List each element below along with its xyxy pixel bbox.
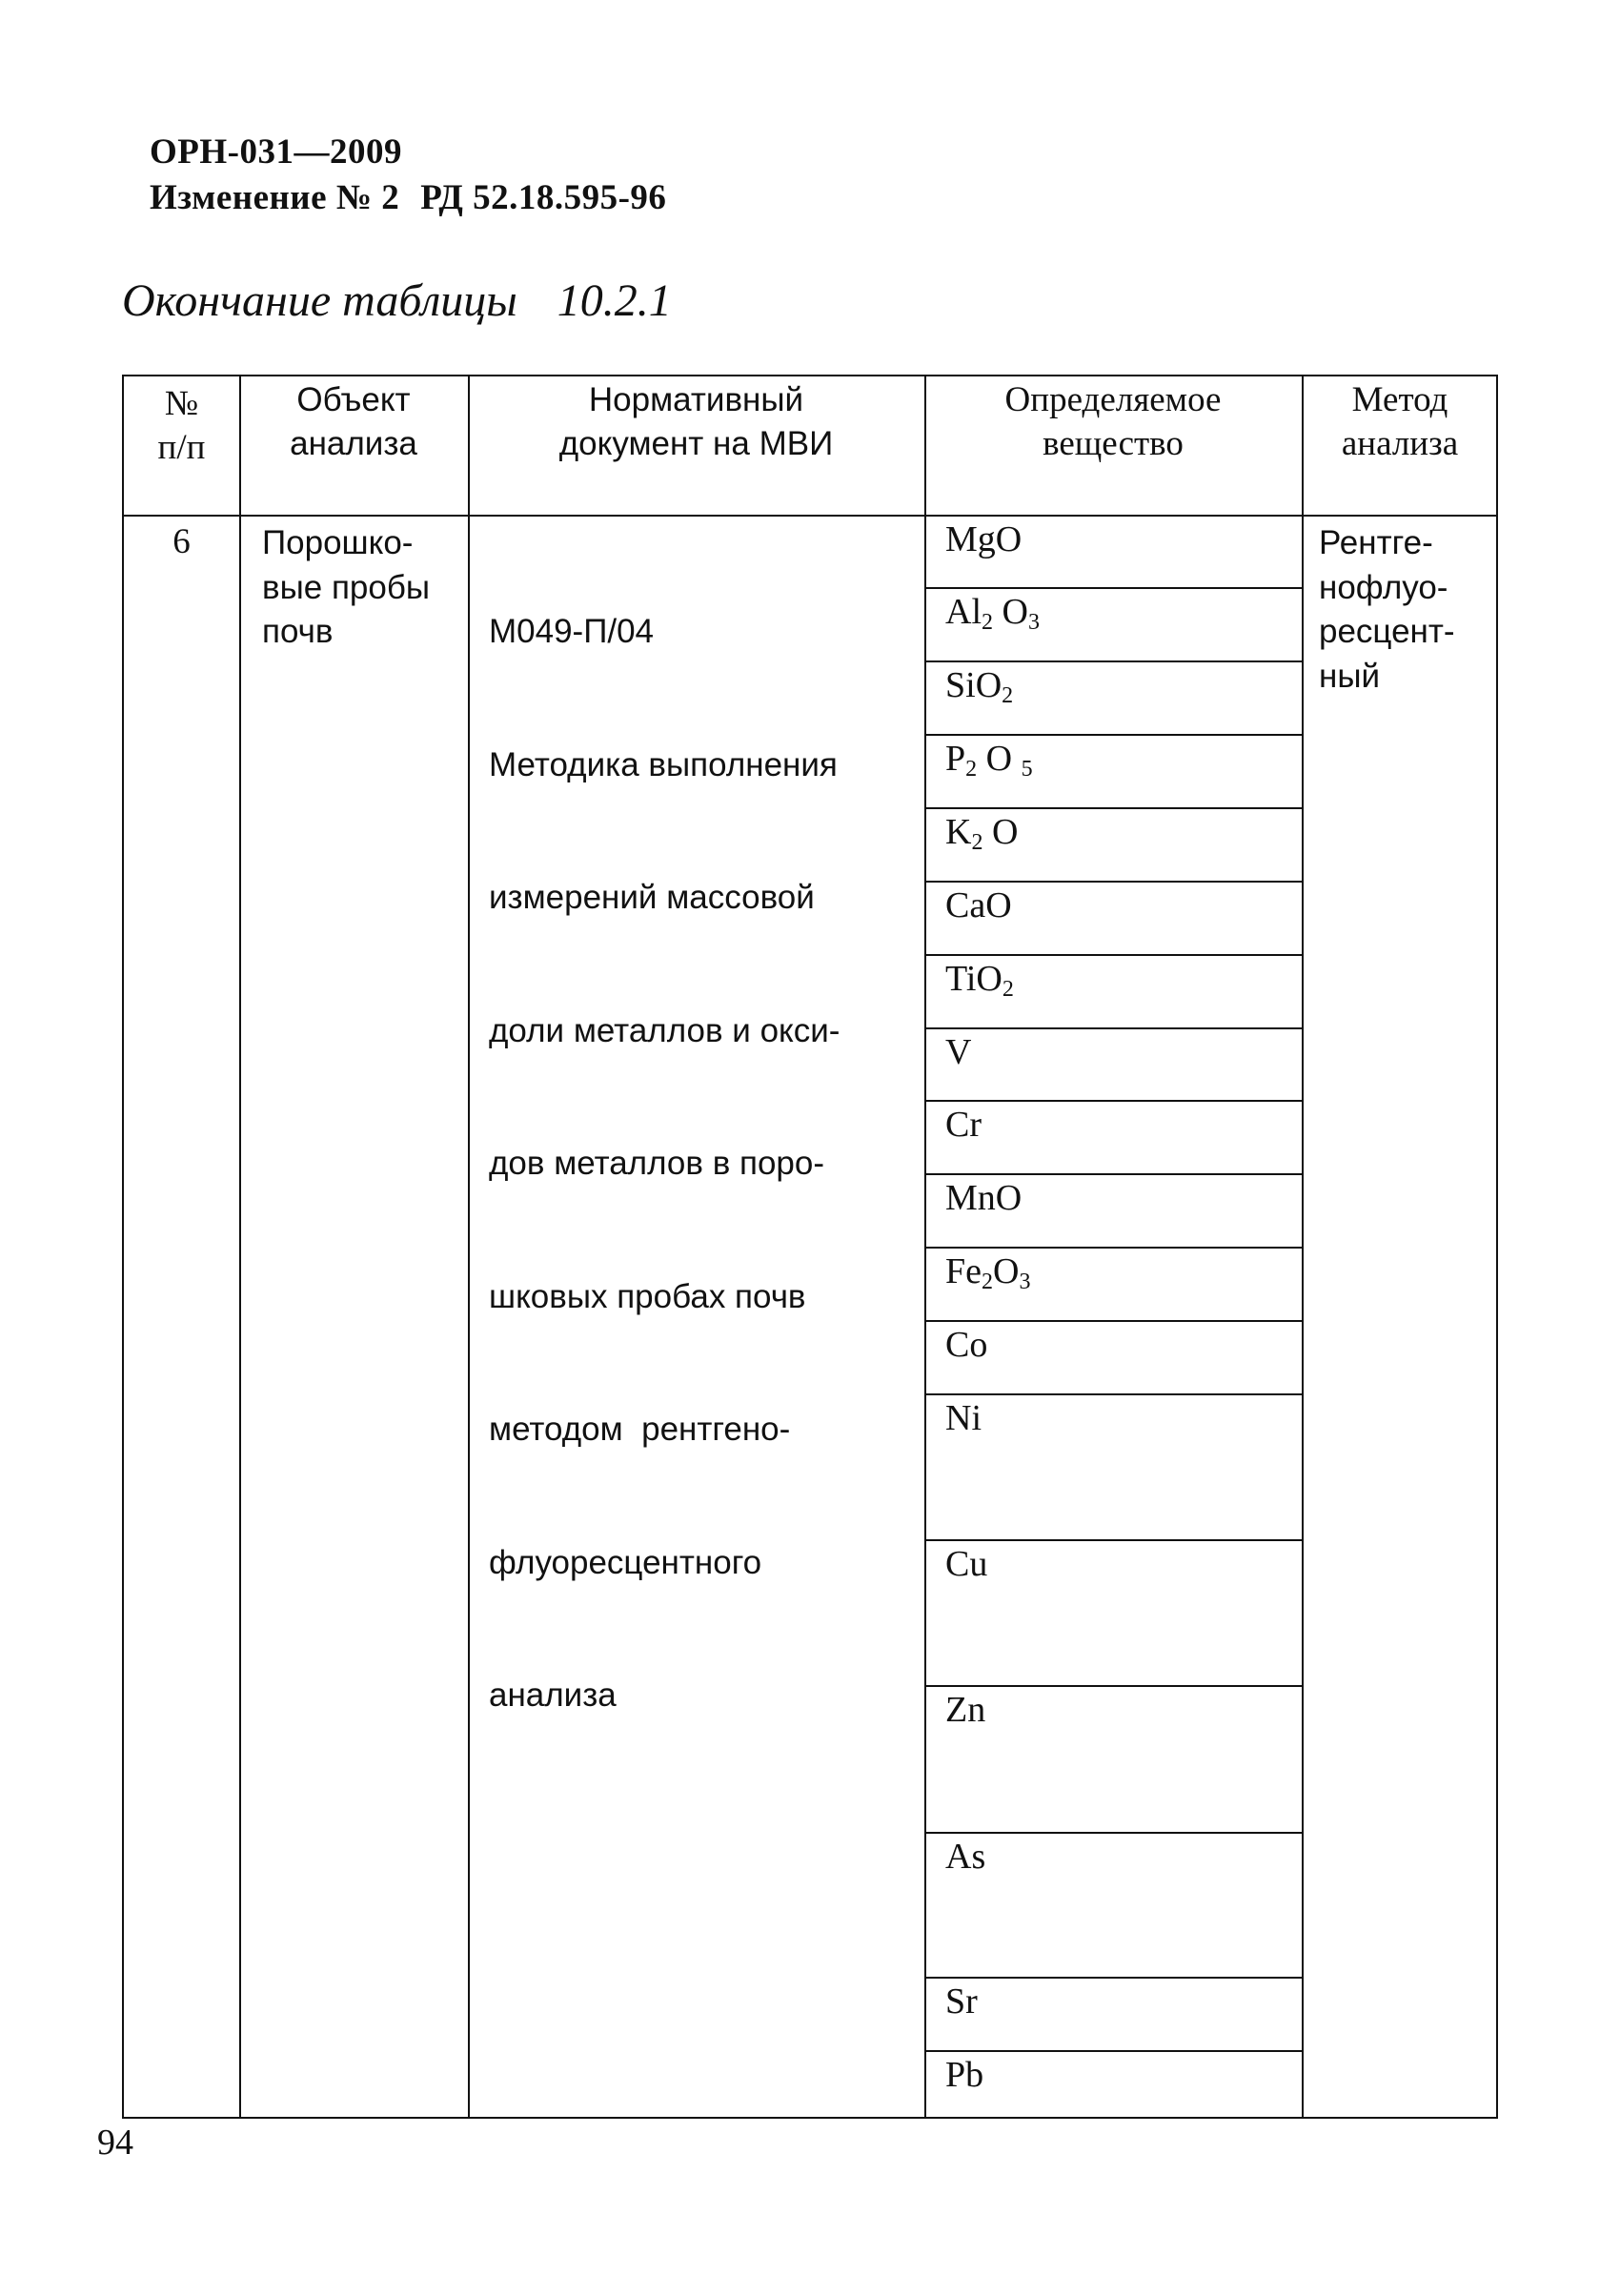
substance-row-divider: [924, 587, 1302, 589]
method-cell: [1319, 521, 1455, 699]
header-document-line-1: Нормативный: [588, 381, 804, 418]
document-line: измерений массовой: [489, 879, 815, 916]
substance-formula: CaO: [945, 885, 1012, 925]
formula-part: O: [993, 592, 1028, 632]
substance-row-divider: [924, 1539, 1302, 1541]
substance-cell: [945, 1982, 978, 2021]
object-cell: [262, 521, 430, 655]
substance-cell: [945, 520, 1022, 559]
method-line: ный: [1319, 657, 1381, 695]
substance-row-divider: [924, 1832, 1302, 1834]
header-substance: [924, 378, 1302, 466]
substance-cell: [945, 2056, 983, 2094]
substance-formula: MnO: [945, 1178, 1023, 1218]
substance-row-divider: [924, 1100, 1302, 1102]
substance-formula: Sr: [945, 1981, 978, 2022]
formula-subscript: 3: [1019, 1270, 1031, 1294]
header-method-line-1: Метод: [1351, 380, 1448, 419]
table-caption-text: Окончание таблицы: [122, 275, 517, 326]
substance-row-divider: [924, 1027, 1302, 1029]
document-line: анализа: [489, 1676, 617, 1714]
column-divider: [239, 376, 241, 2117]
substance-cell: [945, 1179, 1022, 1217]
substance-cell: [945, 1106, 982, 1144]
header-object-line-2: анализа: [290, 425, 417, 462]
substance-formula: MgO: [945, 519, 1023, 559]
formula-subscript: 2: [1002, 977, 1014, 1002]
substance-row-divider: [924, 734, 1302, 736]
document-code: ОРН-031—2009: [150, 132, 402, 172]
formula-part: O: [982, 812, 1019, 852]
column-divider: [1302, 376, 1304, 2117]
method-line: ресцент-: [1319, 613, 1455, 650]
table-caption: [122, 274, 672, 327]
document-line: шковых пробах почв: [489, 1277, 806, 1315]
formula-subscript: 2: [971, 830, 983, 855]
formula-part: K: [945, 812, 972, 852]
document-line: флуоресцентного: [489, 1543, 762, 1581]
substance-row-divider: [924, 1173, 1302, 1175]
substance-row-divider: [924, 1685, 1302, 1687]
substance-cell: [945, 739, 1033, 782]
header-object-line-1: Объект: [296, 381, 411, 418]
object-line: почв: [262, 613, 334, 650]
substance-row-divider: [924, 807, 1302, 809]
substance-cell: [945, 1326, 987, 1364]
formula-part: O: [977, 739, 1022, 779]
substance-cell: [945, 959, 1014, 1002]
formula-part: Al: [945, 592, 982, 632]
substance-cell: [945, 665, 1014, 708]
header-substance-line-1: Определяемое: [1004, 380, 1222, 419]
amendment-line: [150, 177, 666, 218]
substance-cell: [945, 1691, 985, 1729]
formula-part: SiO: [945, 665, 1002, 705]
substance-row-divider: [924, 1247, 1302, 1249]
substance-cell: [945, 812, 1019, 855]
formula-part: Fe: [945, 1251, 982, 1291]
document-line: дов металлов в поро-: [489, 1145, 825, 1182]
substance-row-divider: [924, 954, 1302, 956]
substance-formula: Co: [945, 1325, 988, 1365]
substance-row-divider: [924, 1393, 1302, 1395]
header-divider: [124, 515, 1496, 517]
substance-formula: Cr: [945, 1105, 982, 1145]
column-divider: [468, 376, 470, 2117]
document-line: методом рентгено-: [489, 1411, 791, 1448]
page-number: 94: [97, 2123, 133, 2163]
substance-cell: [945, 1251, 1031, 1294]
document-line: Методика выполнения: [489, 745, 838, 783]
substance-formula: Pb: [945, 2055, 984, 2095]
document-code-line: М049-П/04: [489, 613, 655, 650]
method-line: нофлуо-: [1319, 568, 1448, 606]
substance-cell: [945, 1838, 985, 1876]
substance-cell: [945, 592, 1040, 635]
substance-cell: [945, 1033, 971, 1071]
header-substance-line-2: вещество: [1043, 424, 1184, 463]
substance-row-divider: [924, 1977, 1302, 1979]
substance-cell: [945, 886, 1012, 924]
amended-document-code: РД 52.18.595-96: [420, 178, 667, 217]
formula-part: TiO: [945, 959, 1002, 999]
substance-row-divider: [924, 1320, 1302, 1322]
header-document-line-2: документ на МВИ: [558, 425, 834, 462]
substance-row-divider: [924, 660, 1302, 662]
object-line: вые пробы: [262, 568, 431, 606]
formula-subscript: 2: [982, 610, 993, 635]
object-line: Порошко-: [262, 524, 414, 561]
substance-formula: V: [945, 1032, 972, 1072]
substance-cell: [945, 1545, 987, 1583]
formula-part: P: [945, 739, 966, 779]
header-object: [239, 378, 468, 466]
formula-subscript: 2: [982, 1270, 993, 1294]
header-method: [1302, 378, 1498, 466]
header-num-line-1: №: [164, 384, 199, 423]
amendment-number: Изменение № 2: [150, 178, 400, 217]
substance-row-divider: [924, 881, 1302, 883]
substances-table: [122, 375, 1498, 2119]
substance-row-divider: [924, 2050, 1302, 2052]
header-document: [468, 378, 924, 466]
row-number: 6: [172, 522, 191, 561]
header-method-line-2: анализа: [1341, 424, 1459, 463]
formula-subscript: 2: [965, 757, 978, 782]
substance-formula: As: [945, 1837, 986, 1877]
document-line: доли металлов и окси-: [489, 1011, 840, 1049]
document-cell: [489, 521, 840, 1807]
substance-cell: [945, 1399, 982, 1437]
substance-formula: Ni: [945, 1398, 982, 1438]
method-line: Рентге-: [1319, 524, 1433, 561]
formula-subscript: 2: [1002, 683, 1014, 708]
formula-subscript: 3: [1027, 610, 1040, 635]
formula-part: O: [993, 1251, 1020, 1291]
table-caption-number: 10.2.1: [557, 275, 672, 326]
header-num: [124, 382, 239, 470]
substance-formula: Cu: [945, 1544, 988, 1584]
substance-formula: Zn: [945, 1690, 986, 1730]
formula-subscript: 5: [1021, 757, 1033, 782]
header-num-line-2: п/п: [157, 428, 206, 467]
